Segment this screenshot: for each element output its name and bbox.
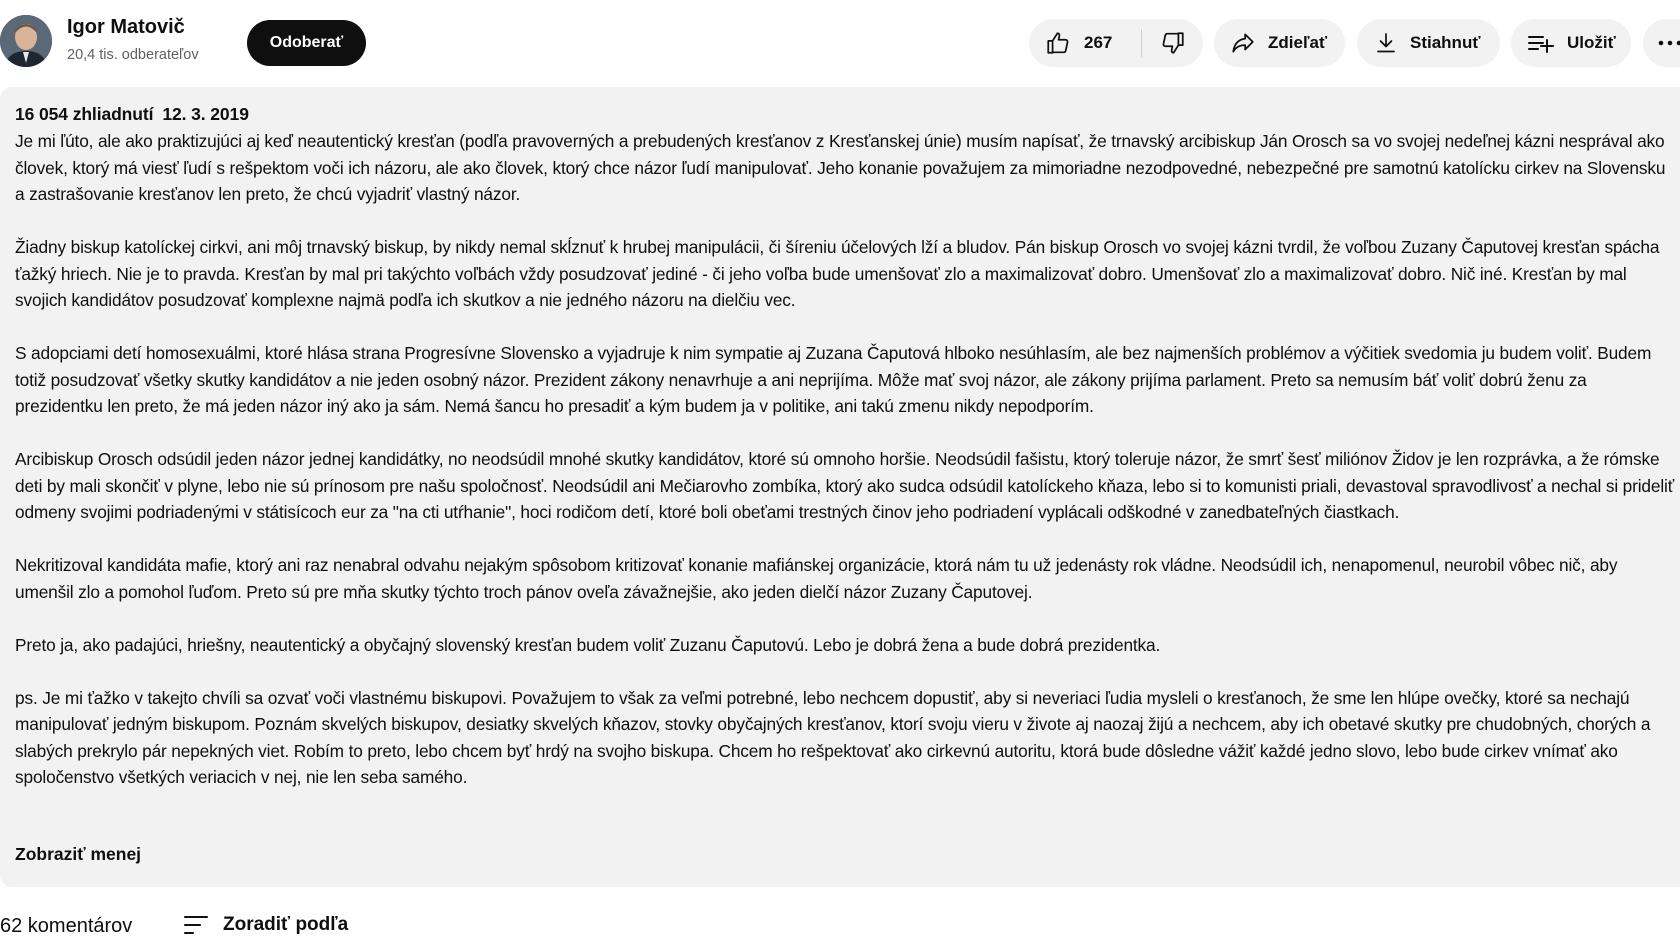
description-paragraph: S adopciami detí homosexuálmi, ktoré hlása strana Progresívne Slovensko a vyjadruje k nim sympatie aj Zuzana Čaputová hlboko nesúhlasím, ale bez najmenších problémov a výčitiek svedomia ju budem voliť. Budem totiž posudzovať všetky skutky kandidátov a nie jeden osobný názor. Prezident zákony nenavrhuje a ani neprijíma. Môže mať svoj názor, ale zákony prijíma parlament. Preto sa nemusím báť voliť dobrú ženu za prezidentku len preto, že má jeden názor iný ako ja sám. Nemá šancu ho presadiť a kým budem ja v politike, ani takú zmenu nikdy nepodporím. (15, 343, 1652, 416)
upload-date: 12. 3. 2019 (162, 104, 249, 124)
thumb-up-icon (1045, 30, 1071, 56)
description-paragraph: Nekritizoval kandidáta mafie, ktorý ani raz nenabral odvahu nejakým spôsobom kritizovať konanie mafiánskej organizácie, ktorá nám tu už jedenásty rok vládne. Neodsúdil ich, nenapomenul, neurobil vôbec nič, aby umenšil zlo a pomohol ľuďom. Preto sú pre mňa skutky týchto troch pánov oveľa závažnejšie, ako jeden dielčí názor Zuzany Čaputovej. (15, 555, 1618, 602)
sort-icon (183, 914, 209, 936)
save-label: Uložiť (1567, 33, 1616, 52)
subscribe-button[interactable]: Odoberať (247, 20, 366, 66)
save-button[interactable] (1511, 19, 1631, 67)
description-meta (15, 104, 249, 125)
like-button[interactable] (1029, 19, 1141, 67)
description-paragraph: Preto ja, ako padajúci, hriešny, neautentický a obyčajný slovenský kresťan budem voliť Zuzanu Čaputovú. Lebo je dobrá žena a bude dobrá prezidentka. (15, 634, 1161, 655)
share-label: Zdieľať (1268, 33, 1328, 52)
description-paragraph: Žiadny biskup katolíckej cirkvi, ani môj trnavský biskup, by nikdy nemal skĺznuť k hrubej manipulácii, či šíreniu účelových lží a bludov. Pán biskup Orosch vo svojej kázni tvrdil, že voľbou Zuzany Čaputovej kresťan spácha ťažký hriech. Nie je to pravda. Kresťan by mal pri takýchto voľbách vždy posudzovať jediné - či jeho voľba bude umenšovať zlo a maximalizovať dobro. Umenšovať zlo a maximalizovať dobro. Nič iné. Kresťan by mal svojich kandidátov posudzovať komplexne najmä podľa ich skutkov a nie jedného názoru na dielčiu vec. (15, 237, 1660, 310)
description-text (15, 128, 1675, 817)
more-actions-button[interactable] (1643, 19, 1680, 67)
channel-avatar[interactable] (0, 15, 52, 67)
download-button[interactable] (1357, 19, 1500, 67)
description-paragraph: ps. Je mi ťažko v takejto chvíli sa ozvať voči vlastnému biskupovi. Považujem to však za veľmi potrebné, lebo nechcem dopustiť, aby si neveriaci ľudia mysleli o kresťanoch, že sme len hlúpe ovečky, ktoré sa nechajú manipulovať jedným biskupom. Poznám skvelých biskupov, desiatky skvelých kňazov, stovky obyčajných kresťanov, ktorí svoju vieru v živote aj naozaj žijú a nechcem, aby ich obetavé skutky pre chudobných, chorých a slabých prekrylo pár nepekných viet. Robím to preto, lebo chcem byť hrdý na svojho biskupa. Chcem ho rešpektovať ako cirkevnú autoritu, ktorá bude dôsledne vážiť každé jedno slovo, lebo bude cirkev vnímať ako spoločenstvo všetkých veriacich v nej, nie len seba samého. (15, 687, 1651, 787)
channel-name[interactable]: Igor Matovič (67, 16, 185, 38)
sort-label: Zoradiť podľa (223, 914, 349, 935)
description-paragraph: Arcibiskup Orosch odsúdil jeden názor jednej kandidátky, no neodsúdil mnohé skutky kandidátov, ktoré sú omnoho horšie. Neodsúdil fašistu, ktorý toleruje názor, že smrť šesť miliónov Židov je len rozprávka, a že rómske deti by mali skončiť v plyne, lebo nie sú prínosom pre našu spoločnosť. Neodsúdil ani Mečiarovho zombíka, ktorý ako sudca odsúdil katolíckeho kňaza, lebo si to komunisti priali, devastoval spravodlivosť a nechal si prideliť odmeny svojimi podriadenými v státisícoch eur za "na cti utŕhanie", hoci rodičom detí, ktoré boli obeťami trestných činov jeho podriadení vyplácali odškodné v zanedbateľných čiastkach. (15, 449, 1675, 522)
like-dislike-group (1029, 19, 1203, 67)
download-label: Stiahnuť (1410, 33, 1481, 52)
comments-count: 62 komentárov (0, 915, 133, 937)
show-less-button[interactable]: Zobraziť menej (15, 844, 142, 864)
playlist-add-icon (1527, 31, 1555, 55)
share-icon (1230, 30, 1256, 56)
dislike-button[interactable] (1142, 19, 1203, 67)
thumb-down-icon (1160, 30, 1186, 56)
sort-comments-button[interactable] (183, 914, 348, 936)
view-count: 16 054 zhliadnutí (15, 104, 154, 124)
subscriber-count: 20,4 tis. odberateľov (67, 47, 199, 63)
description-paragraph: Je mi ľúto, ale ako praktizujúci aj keď neautentický kresťan (podľa pravoverných a prebudených kresťanov z Kresťanskej únie) musím napísať, že trnavský arcibiskup Ján Orosch sa vo svojej nedeľnej kázni nesprával ako človek, ktorý má viesť ľudí s rešpektom voči ich názoru, ale ako človek, ktorý chce názor ľudí manipulovať. Jeho konanie považujem za mimoriadne nezodpovedné, nebezpečné pre samotnú katolícku cirkev na Slovensku a zastrašovanie kresťanov len preto, že chcú vyjadriť vlastný názor. (15, 131, 1666, 204)
more-horizontal-icon (1657, 38, 1680, 48)
like-count: 267 (1084, 33, 1113, 52)
download-icon (1374, 31, 1398, 55)
share-button[interactable] (1214, 19, 1345, 67)
